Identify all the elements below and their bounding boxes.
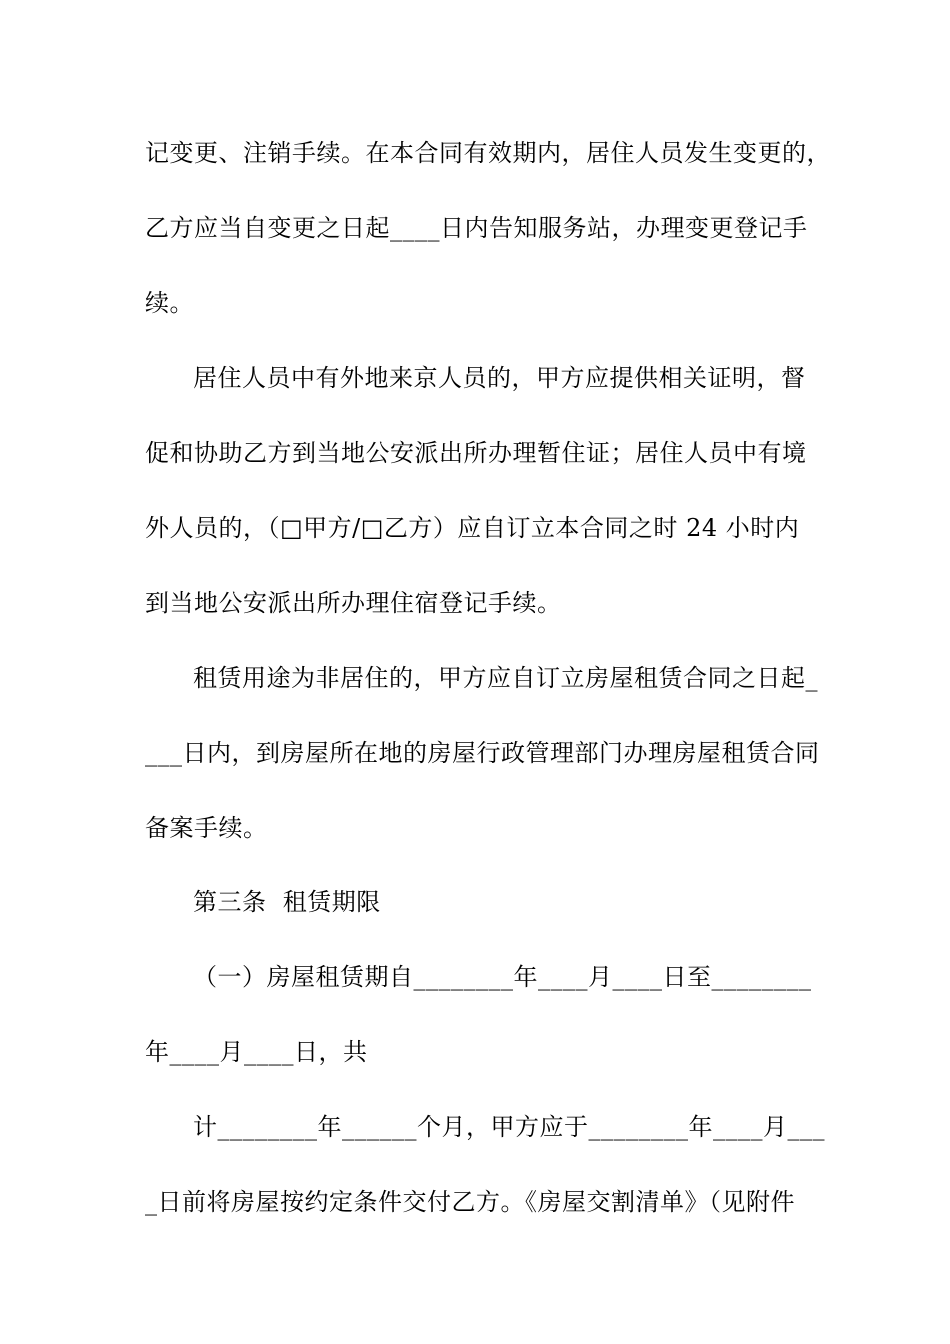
- text-line-7: 到当地公安派出所办理住宿登记手续。: [145, 589, 562, 617]
- section-heading-article-3: 第三条 租赁期限: [193, 888, 381, 916]
- text-line-9: ___日内，到房屋所在地的房屋行政管理部门办理房屋租赁合同: [145, 739, 820, 767]
- text-line-8: 租赁用途为非居住的，甲方应自订立房屋租赁合同之日起_: [193, 664, 818, 692]
- text-line-6: 外人员的，（□甲方/□乙方）应自订立本合同之时 24 小时内: [145, 514, 800, 542]
- text-line-15: _日前将房屋按约定条件交付乙方。《房屋交割清单》（见附件: [145, 1188, 795, 1216]
- text-line-14: 计________年______个月，甲方应于________年____月___: [193, 1113, 825, 1141]
- text-line-4: 居住人员中有外地来京人员的，甲方应提供相关证明，督: [193, 364, 806, 392]
- text-line-10: 备案手续。: [145, 814, 268, 842]
- text-line-13: 年____月____日，共: [145, 1038, 368, 1066]
- text-line-12: （一）房屋租赁期自________年____月____日至________: [193, 963, 812, 991]
- text-line-2: 乙方应当自变更之日起____日内告知服务站，办理变更登记手: [145, 214, 808, 242]
- text-line-1: 记变更、注销手续。在本合同有效期内，居住人员发生变更的，: [145, 139, 831, 167]
- text-line-3: 续。: [145, 289, 194, 317]
- text-line-5: 促和协助乙方到当地公安派出所办理暂住证；居住人员中有境: [145, 439, 807, 467]
